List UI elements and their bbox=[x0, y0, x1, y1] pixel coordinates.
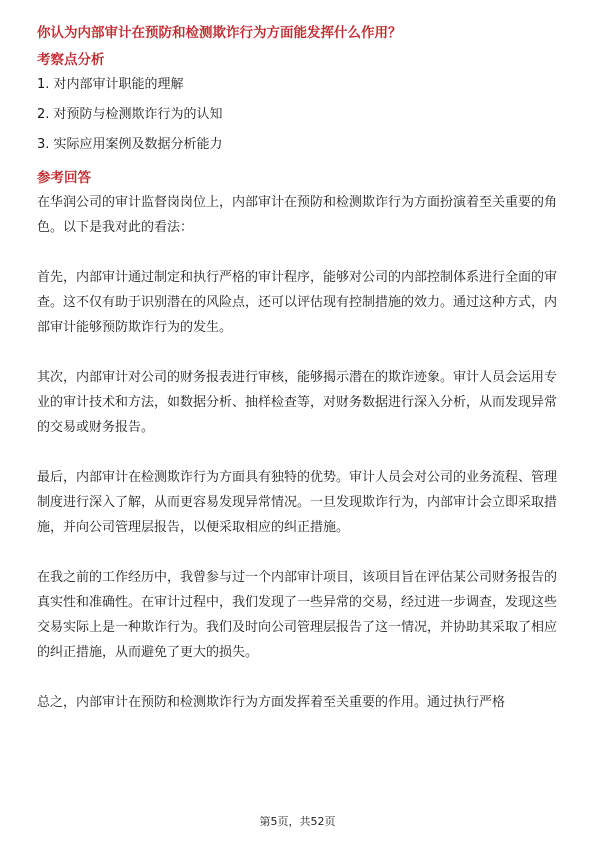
question-heading: 你认为内部审计在预防和检测欺诈行为方面能发挥什么作用？ bbox=[37, 25, 402, 41]
answer-paragraph: 其次，内部审计对公司的财务报表进行审核，能够揭示潜在的欺诈迹象。审计人员会运用专业的审计技术和方法，如数据分析、抽样检查等，对财务数据进行深入分析，从而发现异常的交易或财务报告。 bbox=[37, 370, 558, 435]
page-content bbox=[37, 22, 557, 740]
analysis-points-list bbox=[37, 76, 557, 154]
answer-paragraph: 总之，内部审计在预防和检测欺诈行为方面发挥着至关重要的作用。通过执行严格 bbox=[37, 695, 506, 710]
analysis-point: 2. 对预防与检测欺诈行为的认知 bbox=[37, 107, 223, 122]
page-number-footer: 第5页，共52页 bbox=[259, 815, 336, 828]
answer-paragraph: 在华润公司的审计监督岗岗位上，内部审计在预防和检测欺诈行为方面扮演着至关重要的角色。以下是我对此的看法： bbox=[37, 195, 558, 235]
analysis-point: 3. 实际应用案例及数据分析能力 bbox=[37, 137, 223, 152]
answer-paragraph: 最后，内部审计在检测欺诈行为方面具有独特的优势。审计人员会对公司的业务流程、管理制度进行深入了解，从而更容易发现异常情况。一旦发现欺诈行为，内部审计会立即采取措施，并向公司管理层报告，以便采取相应的纠正措施。 bbox=[37, 470, 558, 535]
analysis-heading: 考察点分析 bbox=[37, 52, 105, 68]
analysis-point: 1. 对内部审计职能的理解 bbox=[37, 77, 184, 92]
answer-heading: 参考回答 bbox=[37, 170, 91, 186]
answer-paragraph: 在我之前的工作经历中，我曾参与过一个内部审计项目，该项目旨在评估某公司财务报告的真实性和准确性。在审计过程中，我们发现了一些异常的交易，经过进一步调查，发现这些交易实际上是一种欺诈行为。我们及时向公司管理层报告了这一情况，并协助其采取了相应的纠正措施，从而避免了更大的损失。 bbox=[37, 570, 558, 660]
answer-paragraph: 首先，内部审计通过制定和执行严格的审计程序，能够对公司的内部控制体系进行全面的审查。这不仅有助于识别潜在的风险点，还可以评估现有控制措施的效力。通过这种方式，内部审计能够预防欺诈行为的发生。 bbox=[37, 270, 558, 335]
